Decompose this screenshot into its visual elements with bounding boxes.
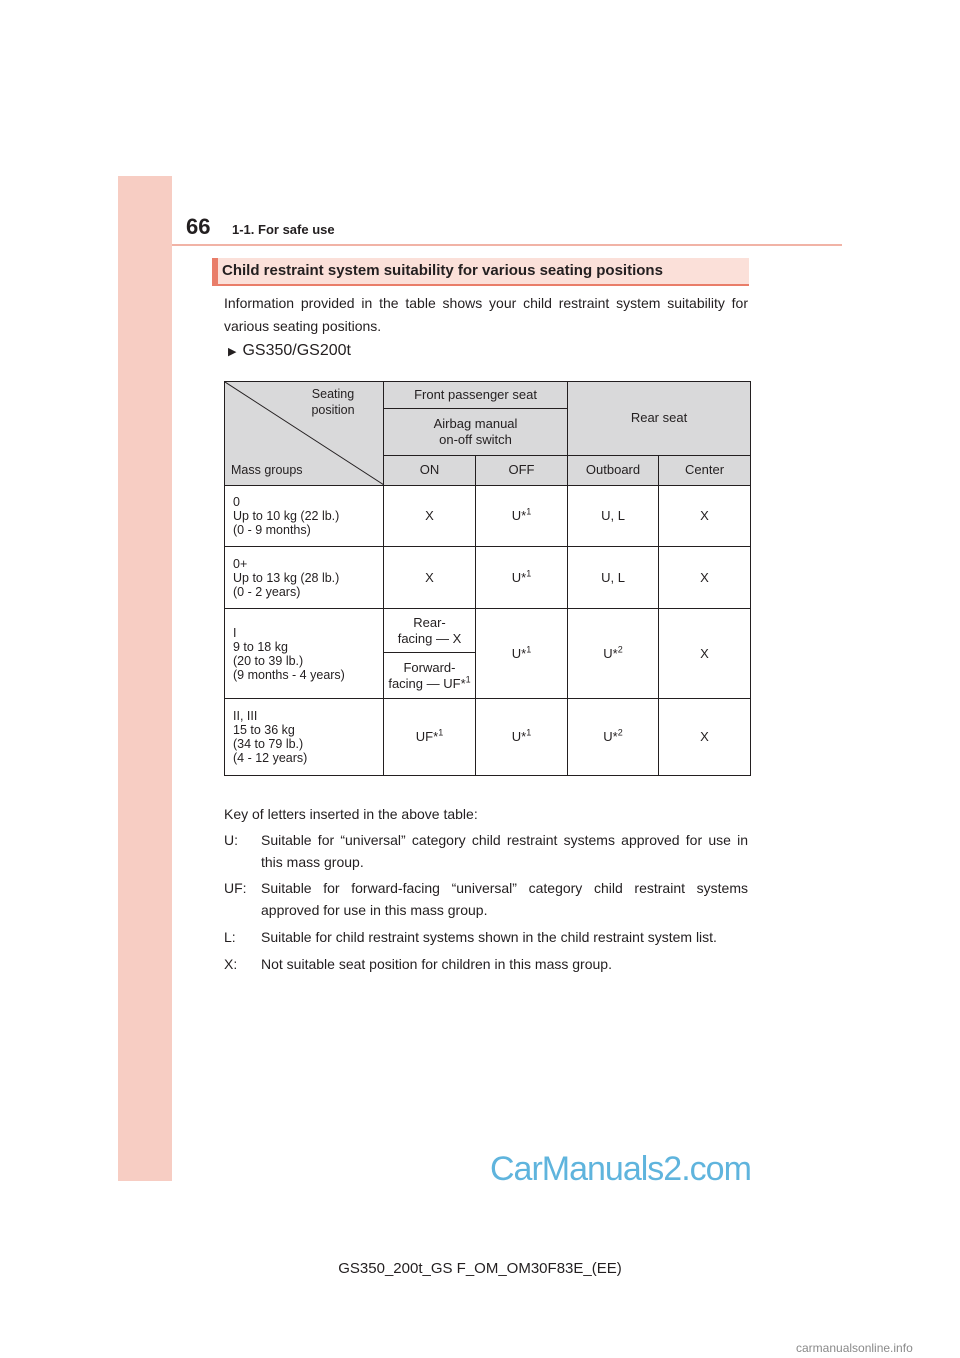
seating-position-label: Seating position <box>311 387 355 417</box>
key-text: Suitable for child restraint systems shown in the child restraint system list. <box>261 929 717 945</box>
off-cell: U*$^1$ <box>476 486 568 547</box>
on-forward-facing-cell: Forward- facing — UF*$^1$ <box>384 653 476 699</box>
col-center: Center <box>659 455 751 485</box>
mass-groups-label: Mass groups <box>231 463 303 477</box>
header-rule <box>172 244 842 246</box>
section-title: 1-1. For safe use <box>232 222 335 237</box>
section-heading: Child restraint system suitability for various seating positions <box>222 262 663 279</box>
rear-seat-header: Rear seat <box>568 382 751 456</box>
col-off: OFF <box>476 455 568 485</box>
key-text: Suitable for forward-facing “universal” category child restraint systems approved for use in this mass group. <box>261 880 748 918</box>
table-row <box>225 699 751 776</box>
off-cell: U*$^1$ <box>476 547 568 609</box>
model-label: GS350/GS200t <box>242 342 351 359</box>
center-cell: X <box>659 486 751 547</box>
key-text: Not suitable seat position for children in this mass group. <box>261 956 612 972</box>
mass-group-cell: 0 Up to 10 kg (22 lb.) (0 - 9 months) <box>225 486 384 547</box>
suitability-table <box>224 381 751 776</box>
key-label: X: <box>224 956 238 972</box>
key-item-uf <box>224 877 748 921</box>
col-on: ON <box>384 455 476 485</box>
page-number: 66 <box>186 214 211 239</box>
off-cell: U*$^1$ <box>476 609 568 699</box>
table-row <box>225 547 751 609</box>
on-cell: X <box>384 547 476 609</box>
bottom-watermark: carmanualsonline.info <box>796 1341 913 1355</box>
outboard-cell: U, L <box>568 547 659 609</box>
key-intro: Key of letters inserted in the above table: <box>224 806 478 822</box>
airbag-switch-header: Airbag manual on-off switch <box>384 409 568 455</box>
center-cell: X <box>659 699 751 776</box>
table-row <box>225 486 751 547</box>
col-outboard: Outboard <box>568 455 659 485</box>
mass-group-cell: 0+ Up to 13 kg (28 lb.) (0 - 2 years) <box>225 547 384 609</box>
footer-doc-code: GS350_200t_GS F_OM_OM30F83E_(EE) <box>338 1260 622 1277</box>
model-line <box>228 342 351 360</box>
side-color-band <box>118 176 172 1181</box>
on-rear-facing-cell: Rear- facing — X <box>384 609 476 653</box>
table-row <box>225 609 751 653</box>
key-text: Suitable for “universal” category child restraint systems approved for use in this mass group. <box>261 832 748 870</box>
table-corner-cell <box>225 382 384 486</box>
mass-group-cell: II, III 15 to 36 kg (34 to 79 lb.) (4 - 12 years) <box>225 699 384 776</box>
center-cell: X <box>659 547 751 609</box>
key-item-x <box>224 953 748 975</box>
watermark: CarManuals2.com <box>490 1150 751 1188</box>
triangle-bullet-icon: ▶ <box>228 346 237 358</box>
key-label: U: <box>224 832 238 848</box>
key-label: L: <box>224 929 236 945</box>
key-item-u <box>224 829 748 873</box>
on-cell: UF*$^1$ <box>384 699 476 776</box>
off-cell: U*$^1$ <box>476 699 568 776</box>
key-item-l <box>224 926 748 948</box>
mass-group-cell: I 9 to 18 kg (20 to 39 lb.) (9 months - 4 years) <box>225 609 384 699</box>
intro-paragraph: Information provided in the table shows your child restraint system suitability for various seating positions. <box>224 295 748 334</box>
on-cell: X <box>384 486 476 547</box>
outboard-cell: U*$^2$ <box>568 609 659 699</box>
key-label: UF: <box>224 880 247 896</box>
front-seat-header: Front passenger seat <box>384 382 568 409</box>
center-cell: X <box>659 609 751 699</box>
outboard-cell: U, L <box>568 486 659 547</box>
outboard-cell: U*$^2$ <box>568 699 659 776</box>
